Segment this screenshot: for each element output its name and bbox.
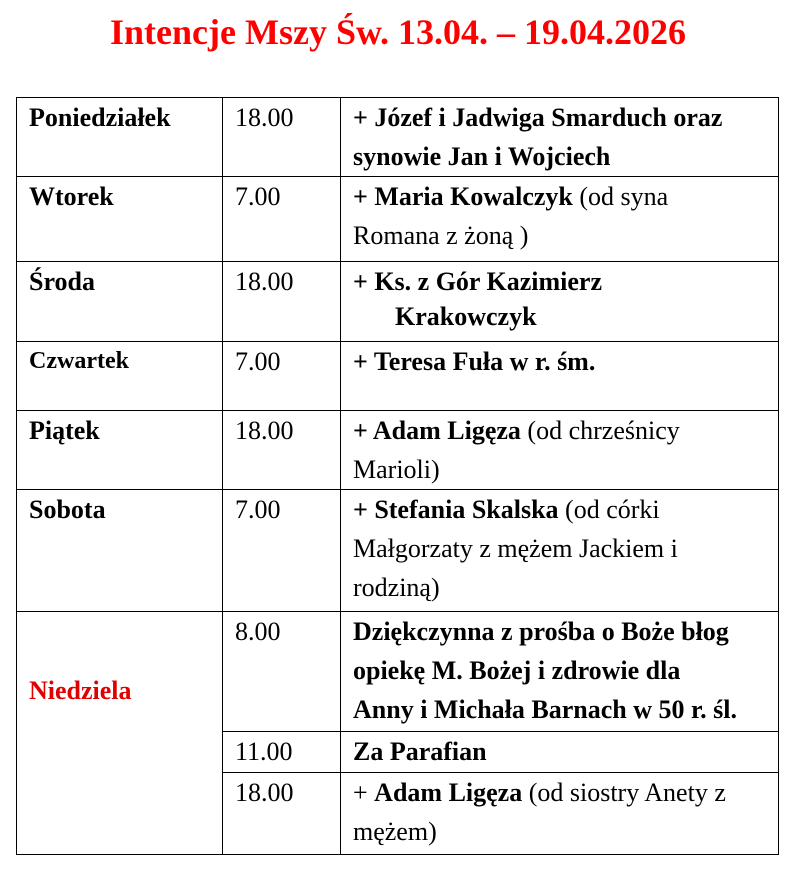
- intention-line: + Józef i Jadwiga Smarduch oraz: [353, 103, 723, 132]
- intention-name: + Stefania Skalska: [353, 495, 559, 524]
- intention-line: Krakowczyk: [395, 302, 537, 331]
- time-cell: 18.00: [223, 262, 341, 342]
- intention-cell: [341, 177, 779, 262]
- day-cell: Piątek: [17, 411, 223, 490]
- intention-line: [353, 411, 772, 450]
- intention-line: [353, 490, 772, 529]
- time-cell: 18.00: [223, 773, 341, 855]
- intention-line: Marioli): [353, 455, 440, 484]
- day-cell: Środa: [17, 262, 223, 342]
- intention-note: (od syna: [572, 182, 669, 211]
- day-cell: Poniedziałek: [17, 98, 223, 177]
- intention-line: mężem): [353, 817, 437, 846]
- table-row: [17, 177, 779, 262]
- intention-cell: [341, 262, 779, 342]
- table-row: [17, 262, 779, 342]
- day-cell: Wtorek: [17, 177, 223, 262]
- intention-line: [353, 177, 772, 216]
- time-cell: 18.00: [223, 411, 341, 490]
- intention-cell: [341, 411, 779, 490]
- intention-line: Małgorzaty z mężem Jackiem i: [353, 534, 678, 563]
- intention-line: + Teresa Fuła w r. śm.: [353, 347, 596, 376]
- day-cell-sunday: [17, 612, 223, 855]
- time-cell: 7.00: [223, 490, 341, 612]
- intention-name: + Maria Kowalczyk: [353, 182, 573, 211]
- intention-cell: [341, 98, 779, 177]
- day-cell: Sobota: [17, 490, 223, 612]
- time-cell: 11.00: [223, 732, 341, 773]
- intention-cell: [341, 732, 779, 773]
- table-row: [17, 98, 779, 177]
- intention-name: Adam Ligęza: [374, 778, 523, 807]
- time-cell: 18.00: [223, 98, 341, 177]
- day-cell: Czwartek: [17, 342, 223, 411]
- intention-note: (od siostry Anety z: [522, 778, 726, 807]
- intention-name: + Adam Ligęza: [353, 416, 521, 445]
- intention-note: (od chrześnicy: [520, 416, 680, 445]
- table-row: [17, 342, 779, 411]
- intention-cell: [341, 490, 779, 612]
- intention-note: (od córki: [558, 495, 660, 524]
- time-cell: 8.00: [223, 612, 341, 732]
- time-cell: 7.00: [223, 342, 341, 411]
- intention-line: rodziną): [353, 573, 440, 602]
- table-row: [17, 612, 779, 732]
- intention-line: [353, 773, 772, 812]
- mass-intentions-table: [16, 97, 779, 855]
- intention-cell: [341, 612, 779, 732]
- intention-line: + Ks. z Gór Kazimierz: [353, 267, 602, 296]
- time-cell: 7.00: [223, 177, 341, 262]
- intention-line: opiekę M. Bożej i zdrowie dla: [353, 656, 681, 685]
- intention-cell: [341, 342, 779, 411]
- table-row: [17, 490, 779, 612]
- intention-line: Za Parafian: [353, 737, 487, 766]
- intention-line: Dziękczynna z prośba o Boże błog: [353, 617, 729, 646]
- intention-line: Romana z żoną ): [353, 221, 529, 250]
- intention-line: Anny i Michała Barnach w 50 r. śl.: [353, 695, 738, 724]
- page-title: Intencje Mszy Św. 13.04. – 19.04.2026: [110, 12, 686, 52]
- intention-line: synowie Jan i Wojciech: [353, 142, 611, 171]
- sunday-label: Niedziela: [29, 676, 132, 705]
- intention-prefix: +: [353, 778, 375, 807]
- table-row: [17, 411, 779, 490]
- intention-cell: [341, 773, 779, 855]
